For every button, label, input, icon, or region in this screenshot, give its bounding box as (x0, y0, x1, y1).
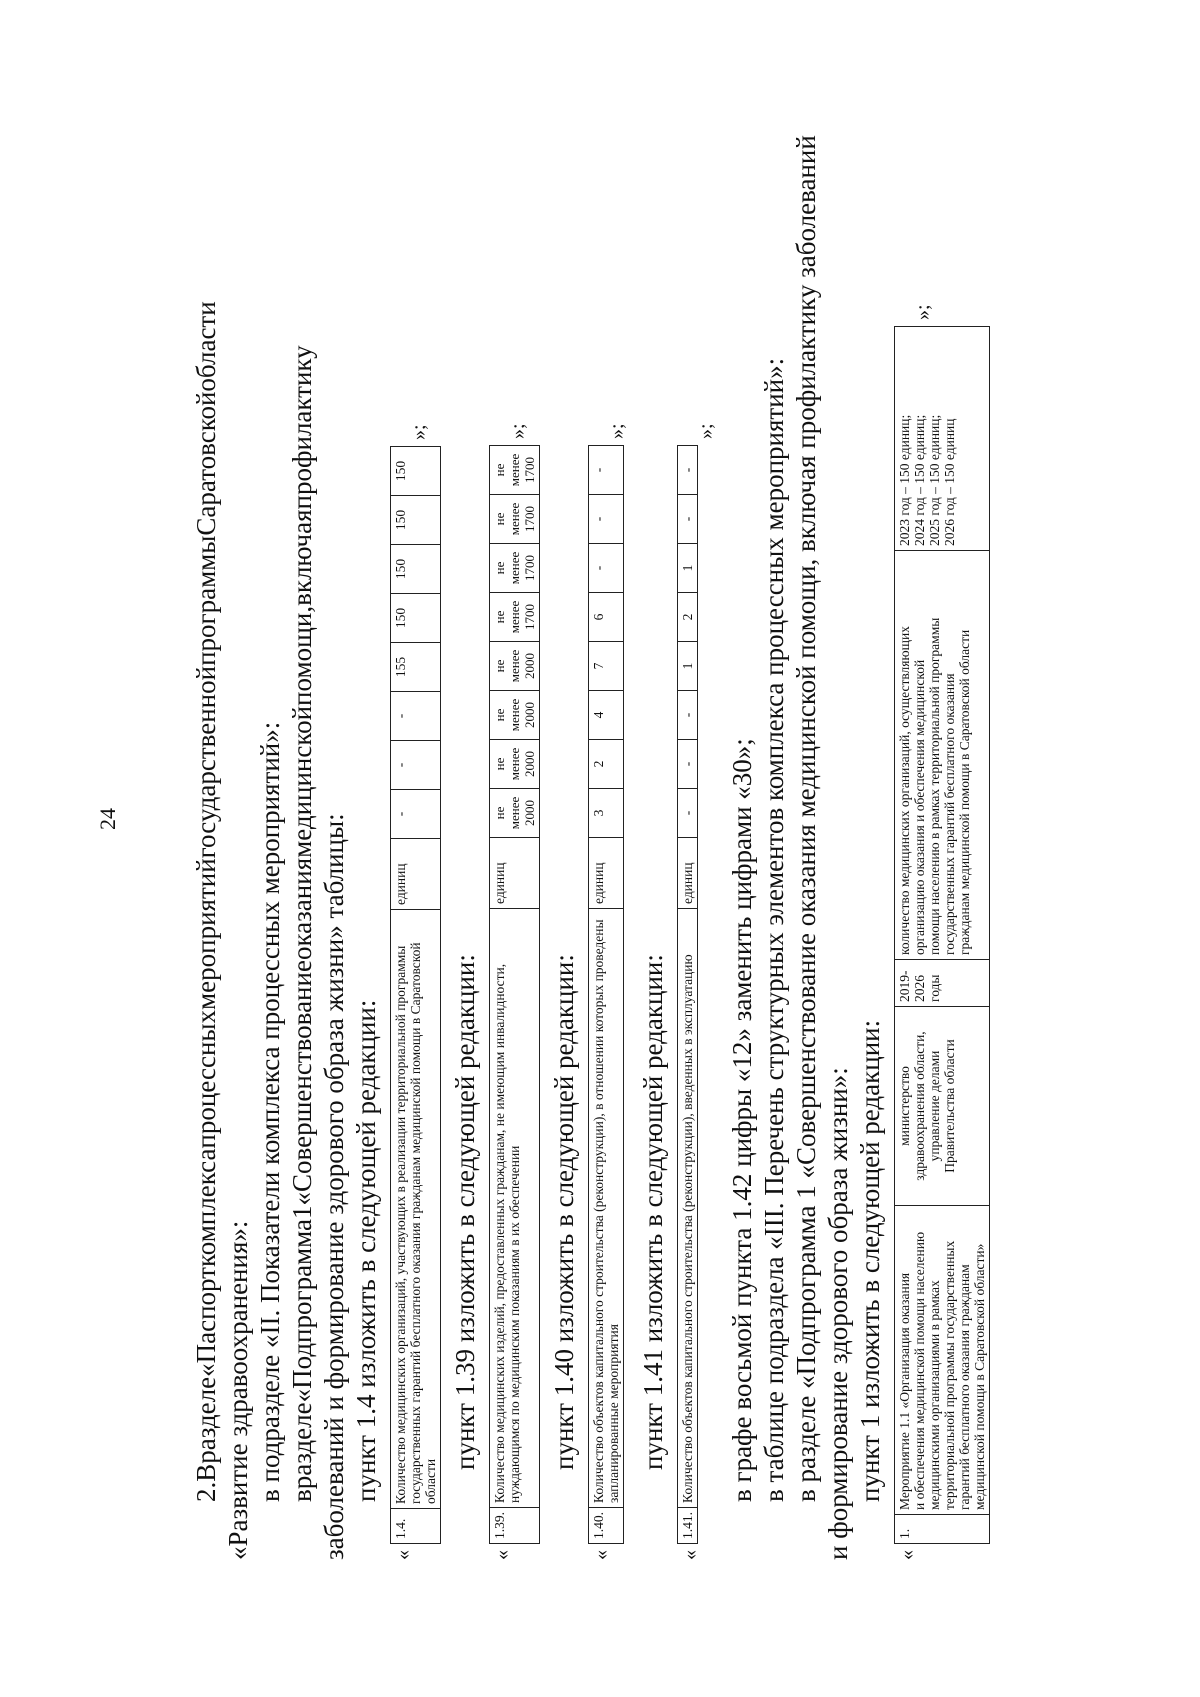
value-cell: 1 (678, 544, 698, 593)
word: разделе (287, 1402, 317, 1490)
table-1-4 (390, 446, 441, 1544)
section2-line2: «Развитие здравоохранения»: (223, 1220, 253, 1560)
word: В (191, 1463, 221, 1482)
word: профилактику (287, 345, 317, 510)
cell-line: государственных гарантий бесплатного оказания (942, 673, 957, 955)
value-cell: - (678, 740, 698, 789)
value-line: менее (507, 796, 522, 830)
word: оказания (287, 857, 317, 961)
row-number: 1. (895, 1515, 990, 1544)
word: 1 (287, 1205, 317, 1219)
value-line: не (492, 659, 507, 673)
quote-open: « (896, 1550, 918, 1560)
value-cell: 155 (391, 643, 441, 692)
table-1-40 (588, 445, 624, 1544)
unit: единиц (490, 838, 540, 909)
page-number: 24 (95, 808, 120, 830)
cell-line: 2019- (897, 970, 912, 1002)
value-cell (490, 740, 540, 789)
quote-close: »; (695, 423, 717, 439)
quote-open: « (491, 1550, 513, 1560)
cell-line: и обеспечения медицинской помощи населению (912, 1231, 927, 1510)
unit: единиц (678, 838, 698, 909)
value-cell: - (391, 790, 441, 839)
value-cell: - (589, 446, 624, 495)
value-cell: - (678, 446, 698, 495)
table-row (895, 327, 990, 1544)
value-line: 2000 (522, 653, 537, 679)
row-number: 1.40. (589, 1508, 624, 1544)
value-line: 1700 (522, 506, 537, 532)
word: 2. (191, 1481, 221, 1502)
value-line: не (492, 610, 507, 624)
value-line: не (492, 512, 507, 526)
cell-line: 2026 год – 150 единиц (942, 418, 957, 546)
table-1-39 (489, 445, 540, 1544)
word: программы (191, 535, 221, 666)
word: процессных (191, 1009, 221, 1149)
cell-line: 2023 год – 150 единиц; (897, 414, 912, 546)
value-cell (490, 495, 540, 544)
indicator-name: Количество медицинских изделий, предоставленных гражданам, не имеющим инвалидности, нуждающимся по медицинским показаниям в их обеспечении (490, 909, 540, 1508)
section2-line1 (190, 301, 222, 1560)
value-cell: - (678, 691, 698, 740)
value-cell: 1 (678, 642, 698, 691)
row-number: 1.41. (678, 1508, 698, 1544)
responsible (895, 1007, 990, 1206)
after-line4: и формирование здорового образа жизни»: (823, 1067, 853, 1560)
indicator-name: Количество медицинских организаций, участвующих в реализации территориальной программы государственных гарантий бесплатного оказания гражданам медицинской помощи в Саратовской области (391, 910, 441, 1509)
table-1-39-wrap (489, 140, 540, 1560)
word: комплекса (191, 1148, 221, 1268)
word: включая (287, 509, 317, 606)
indicator-name: Количество объектов капитального строительства (реконструкции), в отношении которых проведены запланированные мероприятия (589, 909, 624, 1508)
value-cell (490, 446, 540, 495)
value-cell: - (589, 544, 624, 593)
p-1-40: пункт 1.40 изложить в следующей редакции: (549, 954, 579, 1470)
value-line: менее (507, 502, 522, 536)
after-line2: в таблице подраздела «III. Перечень структурных элементов комплекса процессных мероприятий»: (759, 357, 789, 1502)
years (895, 960, 990, 1007)
word: Саратовской (191, 391, 221, 536)
value-cell: - (391, 692, 441, 741)
word: мероприятий (191, 858, 221, 1010)
value-line: 1700 (522, 457, 537, 483)
quote-open: « (392, 1550, 414, 1560)
value-line: менее (507, 698, 522, 732)
after-line1: в графе восьмой пункта 1.42 цифры «12» заменить цифрами «30»; (727, 738, 757, 1502)
word: «Совершенствование (287, 960, 317, 1206)
cell-line: организацию оказания и обеспечения медицинской (912, 659, 927, 955)
measure-name (895, 1206, 990, 1515)
p-1-39: пункт 1.39 изложить в следующей редакции: (450, 954, 480, 1470)
value-line: 2000 (522, 751, 537, 777)
cell-line: гарантий бесплатного оказания гражданам (957, 1264, 972, 1510)
word: разделе (191, 1376, 221, 1464)
cell-line: медицинской помощи в Саратовской области» (972, 1243, 987, 1510)
table-1-41 (677, 445, 698, 1544)
value-line: 1700 (522, 555, 537, 581)
value-line: 2000 (522, 702, 537, 728)
word: области (191, 301, 221, 392)
document-body (190, 135, 1090, 1560)
value-line: менее (507, 600, 522, 634)
cell-line: территориальной программы государственных (942, 1240, 957, 1510)
word: «Паспорт (191, 1267, 221, 1377)
value-cell: - (678, 495, 698, 544)
value-line: менее (507, 551, 522, 585)
p-1-41: пункт 1.41 изложить в следующей редакции: (638, 954, 668, 1470)
row-number: 1.4. (391, 1509, 441, 1544)
quote-close: »; (912, 304, 934, 320)
cell-line: 2026 (912, 975, 927, 1002)
value-cell: 150 (391, 594, 441, 643)
cell-line: Правительства области (942, 1039, 957, 1173)
value-line: не (492, 463, 507, 477)
cell-line: здравоохранения области, (912, 1031, 927, 1181)
value-cell: 7 (589, 642, 624, 691)
table-1-4-wrap (390, 140, 441, 1560)
value-line: не (492, 757, 507, 771)
value-line: менее (507, 453, 522, 487)
table-1-40-wrap (588, 140, 629, 1560)
cell-line: 2024 год – 150 единиц; (912, 414, 927, 546)
value-cell: 6 (589, 593, 624, 642)
targets (895, 327, 990, 551)
table-row (391, 447, 441, 1544)
cell-line: Мероприятие 1.1 «Организация оказания (897, 1272, 912, 1510)
unit: единиц (589, 838, 624, 909)
word: медицинской (287, 705, 317, 858)
unit: единиц (391, 839, 441, 910)
quote-open: « (679, 1550, 701, 1560)
cell-line: гражданам медицинской помощи в Саратовской области (957, 629, 972, 955)
indicator-description (895, 551, 990, 960)
word: «Подпрограмма (287, 1218, 317, 1403)
section2-line3: в подразделе «II. Показатели комплекса процессных мероприятий»: (255, 721, 285, 1502)
value-line: менее (507, 747, 522, 781)
cell-line: управление делами (927, 1050, 942, 1162)
section2-line4 (286, 345, 318, 1560)
value-cell: - (391, 741, 441, 790)
section2-line5: заболеваний и формирование здорового образа жизни» таблицы: (319, 813, 349, 1560)
value-cell: 150 (391, 496, 441, 545)
word: государственной (191, 665, 221, 859)
word: помощи, (287, 605, 317, 706)
value-cell: - (678, 789, 698, 838)
value-line: не (492, 806, 507, 820)
value-cell: 2 (678, 593, 698, 642)
table-row (678, 446, 698, 1544)
cell-line: годы (927, 974, 942, 1002)
table-1-41-wrap (677, 140, 718, 1560)
quote-open: « (590, 1550, 612, 1560)
indicator-name: Количество объектов капитального строительства (реконструкции), введенных в эксплуатацию (678, 909, 698, 1508)
quote-close: »; (507, 423, 529, 439)
value-line: менее (507, 649, 522, 683)
value-cell: 150 (391, 447, 441, 496)
cell-line: министерство (897, 1066, 912, 1146)
value-line: не (492, 708, 507, 722)
value-cell (490, 593, 540, 642)
value-line: не (492, 561, 507, 575)
quote-close: »; (606, 423, 628, 439)
value-cell: 150 (391, 545, 441, 594)
cell-line: медицинскими организациями в рамках (927, 1280, 942, 1510)
table-row (589, 446, 624, 1544)
value-cell (490, 642, 540, 691)
word: в (287, 1489, 317, 1502)
table-row (490, 446, 540, 1544)
value-cell (490, 691, 540, 740)
section2-line6: пункт 1.4 изложить в следующей редакции: (351, 999, 381, 1502)
cell-line: помощи населению в рамках территориальной программы (927, 617, 942, 955)
after-line3: в разделе «Подпрограмма 1 «Совершенствование оказания медицинской помощи, включая профилактику заболеваний (791, 135, 821, 1502)
value-cell: 3 (589, 789, 624, 838)
value-line: 1700 (522, 604, 537, 630)
table-item-1-wrap (894, 140, 990, 1560)
value-cell (490, 789, 540, 838)
cell-line: количество медицинских организаций, осуществляющих (897, 626, 912, 955)
after-line5: пункт 1 изложить в следующей редакции: (855, 1019, 885, 1502)
value-cell: 2 (589, 740, 624, 789)
value-cell (490, 544, 540, 593)
value-cell: 4 (589, 691, 624, 740)
value-cell: - (589, 495, 624, 544)
quote-close: »; (408, 424, 430, 440)
cell-line: 2025 год – 150 единиц; (927, 414, 942, 546)
row-number: 1.39. (490, 1508, 540, 1544)
table-item-1 (894, 326, 990, 1544)
value-line: 2000 (522, 800, 537, 826)
